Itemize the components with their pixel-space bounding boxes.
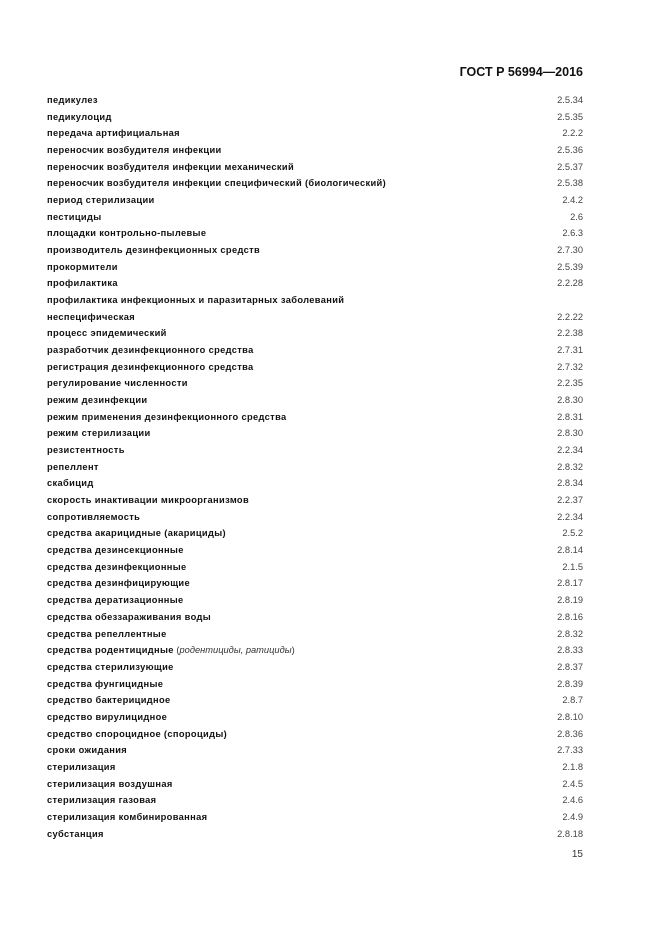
note-paren-close: ) [291, 645, 295, 656]
index-reference: 2.4.2 [562, 195, 583, 206]
index-term: средство вирулицидное [47, 711, 168, 722]
index-entry [47, 575, 583, 592]
index-reference: 2.8.19 [557, 595, 583, 606]
index-entry [47, 375, 583, 392]
index-entry [47, 175, 583, 192]
index-term: средства акарицидные (акарициды) [47, 528, 226, 539]
index-reference: 2.8.32 [557, 628, 583, 639]
index-entry [47, 726, 583, 743]
index-term: передача артифициальная [47, 128, 180, 139]
index-reference: 2.2.35 [557, 378, 583, 389]
index-term: средство бактерицидное [47, 695, 171, 706]
document-id-header: ГОСТ Р 56994—2016 [459, 65, 583, 79]
index-reference: 2.8.14 [557, 545, 583, 556]
index-entry [47, 776, 583, 793]
index-term-note: родентициды, ратициды [179, 645, 292, 656]
index-term: средства дезинсекционные [47, 545, 184, 556]
index-reference: 2.5.38 [557, 178, 583, 189]
index-reference: 2.8.36 [557, 728, 583, 739]
index-reference: 2.8.34 [557, 478, 583, 489]
index-entry [47, 242, 583, 259]
index-entry [47, 609, 583, 626]
index-entry [47, 692, 583, 709]
index-reference: 2.2.28 [557, 278, 583, 289]
index-reference: 2.4.6 [562, 795, 583, 806]
index-reference: 2.8.30 [557, 395, 583, 406]
index-reference: 2.5.35 [557, 111, 583, 122]
index-reference: 2.7.33 [557, 745, 583, 756]
index-reference: 2.5.34 [557, 95, 583, 105]
index-term: процесс эпидемический [47, 328, 167, 339]
index-term: средства дезинфекционные [47, 561, 187, 572]
index-reference: 2.2.2 [562, 128, 583, 139]
note-paren-open: ( [173, 645, 180, 656]
index-term: средства дератизационные [47, 595, 184, 606]
index-reference: 2.1.8 [562, 761, 583, 772]
index-reference: 2.7.32 [557, 361, 583, 372]
index-reference: 2.8.16 [557, 611, 583, 622]
alphabetical-term-index [47, 92, 583, 842]
index-term: средства фунгицидные [47, 678, 164, 689]
index-term: стерилизация газовая [47, 795, 157, 806]
index-reference: 2.8.18 [557, 828, 583, 839]
index-reference: 2.6.3 [562, 228, 583, 239]
index-entry [47, 259, 583, 276]
index-term: переносчик возбудителя инфекции специфический (биологический) [47, 178, 387, 189]
index-reference: 2.4.9 [562, 811, 583, 822]
index-term: режим стерилизации [47, 428, 151, 439]
index-term: средства родентицидные [47, 645, 174, 656]
index-entry [47, 809, 583, 826]
index-term: стерилизация воздушная [47, 778, 173, 789]
index-entry [47, 442, 583, 459]
index-entry [47, 275, 583, 292]
index-term: резистентность [47, 445, 125, 456]
index-reference: 2.6 [570, 211, 583, 222]
index-reference: 2.4.5 [562, 778, 583, 789]
index-entry [47, 392, 583, 409]
index-term: переносчик возбудителя инфекции [47, 145, 222, 156]
index-term: средства стерилизующие [47, 661, 174, 672]
index-reference: 2.5.2 [562, 528, 583, 539]
index-reference: 2.8.33 [557, 645, 583, 656]
index-reference: 2.8.10 [557, 711, 583, 722]
index-reference: 2.8.31 [557, 411, 583, 422]
index-entry [47, 125, 583, 142]
index-entry [47, 542, 583, 559]
index-entry [47, 342, 583, 359]
index-term: скорость инактивации микроорганизмов [47, 495, 250, 506]
index-reference: 2.8.32 [557, 461, 583, 472]
index-reference: 2.8.17 [557, 578, 583, 589]
index-entry [47, 742, 583, 759]
index-term: неспецифическая [47, 311, 136, 322]
index-entry [47, 225, 583, 242]
index-entry [47, 759, 583, 776]
index-reference: 2.2.22 [557, 311, 583, 322]
index-entry [47, 826, 583, 843]
index-term: площадки контрольно-пылевые [47, 228, 207, 239]
index-term: режим дезинфекции [47, 395, 148, 406]
index-reference: 2.5.36 [557, 145, 583, 156]
index-term: субстанция [47, 828, 104, 839]
index-term: репеллент [47, 461, 99, 472]
index-reference: 2.7.31 [557, 345, 583, 356]
index-term: средства репеллентные [47, 628, 167, 639]
index-reference: 2.8.39 [557, 678, 583, 689]
index-term: переносчик возбудителя инфекции механический [47, 161, 295, 172]
index-entry [47, 325, 583, 342]
index-entry [47, 192, 583, 209]
index-entry [47, 509, 583, 526]
index-reference: 2.5.39 [557, 261, 583, 272]
index-reference: 2.2.34 [557, 445, 583, 456]
index-entry [47, 92, 583, 109]
index-term: прокормители [47, 261, 118, 272]
index-reference: 2.1.5 [562, 561, 583, 572]
index-reference: 2.8.7 [562, 695, 583, 706]
index-reference: 2.8.37 [557, 661, 583, 672]
index-term: сопротивляемость [47, 511, 141, 522]
index-entry [47, 642, 583, 659]
index-entry [47, 676, 583, 693]
index-entry [47, 559, 583, 576]
index-entry [47, 492, 583, 509]
index-term: профилактика [47, 278, 118, 289]
index-entry [47, 626, 583, 643]
index-term: стерилизация [47, 761, 116, 772]
index-reference: 2.2.38 [557, 328, 583, 339]
index-reference: 2.2.37 [557, 495, 583, 506]
index-entry [47, 475, 583, 492]
index-term: средства дезинфицирующие [47, 578, 190, 589]
index-term: скабицид [47, 478, 94, 489]
index-term: разработчик дезинфекционного средства [47, 345, 254, 356]
index-entry [47, 409, 583, 426]
index-term: педикулоцид [47, 111, 112, 122]
index-term: регулирование численности [47, 378, 188, 389]
index-entry [47, 309, 583, 326]
index-entry [47, 792, 583, 809]
index-term: стерилизация комбинированная [47, 811, 208, 822]
index-term: период стерилизации [47, 195, 155, 206]
index-term: режим применения дезинфекционного средства [47, 411, 287, 422]
index-term: регистрация дезинфекционного средства [47, 361, 254, 372]
index-term: пестициды [47, 211, 102, 222]
index-entry [47, 709, 583, 726]
index-term: средство спороцидное (спороциды) [47, 728, 228, 739]
index-term: средства обеззараживания воды [47, 611, 212, 622]
index-term: педикулез [47, 95, 98, 105]
page-number: 15 [571, 849, 583, 860]
index-reference: 2.5.37 [557, 161, 583, 172]
index-term: профилактика инфекционных и паразитарных заболеваний [47, 295, 345, 306]
index-entry [47, 359, 583, 376]
index-term: сроки ожидания [47, 745, 128, 756]
index-entry [47, 659, 583, 676]
index-entry [47, 459, 583, 476]
index-entry [47, 159, 583, 176]
index-term: производитель дезинфекционных средств [47, 245, 261, 256]
index-reference: 2.8.30 [557, 428, 583, 439]
index-entry [47, 292, 583, 309]
index-entry [47, 142, 583, 159]
index-entry [47, 525, 583, 542]
index-entry [47, 425, 583, 442]
index-entry [47, 592, 583, 609]
index-entry [47, 209, 583, 226]
index-entry [47, 109, 583, 126]
index-reference: 2.2.34 [557, 511, 583, 522]
index-reference: 2.7.30 [557, 245, 583, 256]
